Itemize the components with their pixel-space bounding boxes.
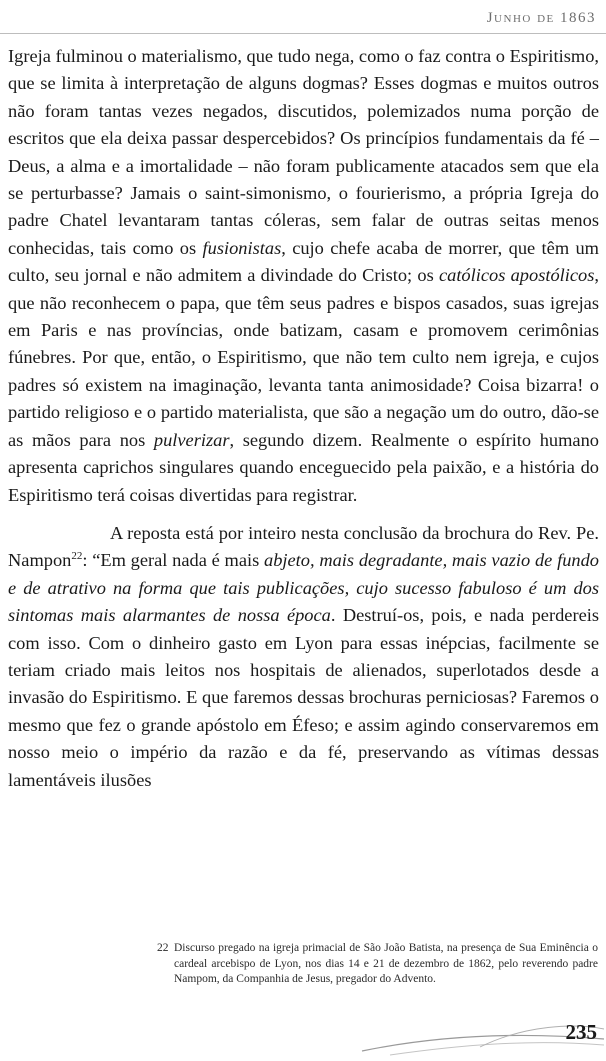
paragraph-2 bbox=[8, 520, 599, 794]
footnote-reference[interactable]: 22 bbox=[71, 550, 83, 563]
p2-italic-quote: abjeto, mais degradante, mais vazio de fundo e de atrativo na forma que tais publicações, cujo sucesso fabuloso é um dos sintomas mais alarmantes de nossa época bbox=[8, 550, 599, 626]
footnote-text: Discurso pregado na igreja primacial de São João Batista, na presença de Sua Eminência o cardeal arcebispo de Lyon, nos dias 14 e 21 de dezembro de 1862, pelo reverendo padre Nampom, da Companhia de Jesus, pregador do Advento. bbox=[174, 942, 598, 985]
p1-text-1: Igreja fulminou o materialismo, que tudo nega, como o faz contra o Espiritismo, que se limita à interpretação de alguns dogmas? Esses dogmas e muitos outros não foram tantas vezes negados, discutidos, polemizados numa porção de escritos que ela deixa passar despercebidos? Os princípios fundamentais da fé – Deus, a alma e a imortalidade – não foram publicamente atacados sem que ela se perturbasse? Jamais o saint-simonismo, o fourierismo, a própria Igreja do padre Chatel levantaram tantas cóleras, sem falar de outras seitas menos conhecidas, tais como os bbox=[8, 46, 599, 258]
p1-italic-catolicos: católicos apostólicos bbox=[438, 265, 595, 286]
p1-text-2: , cujo chefe acaba de morrer, que têm um culto, seu jornal e não admitem a divindade do Cristo; os bbox=[8, 237, 599, 286]
p2-text-2: : “Em geral nada é mais bbox=[82, 550, 265, 571]
header-rule bbox=[0, 33, 606, 34]
footnote-number: 22 bbox=[157, 942, 169, 954]
page-number: 235 bbox=[565, 1020, 597, 1044]
p2-text-1: A reposta está por inteiro nesta conclusão da brochura do Rev. Pe. Nampon bbox=[8, 522, 599, 571]
footnote bbox=[157, 941, 598, 988]
p1-text-3: , que não reconhecem o papa, que têm seus padres e bispos casados, suas igrejas em Paris e nas províncias, onde batizam, casam e promovem cerimônias fúnebres. Por que, então, o Espiritismo, que não tem culto nem igreja, e cujos padres só existem na imaginação, levanta tanta animosidade? Coisa bizarra! o partido religioso e o partido materialista, que são a negação um do outro, dão-se as mãos para nos bbox=[8, 265, 599, 450]
p1-text-4: , segundo dizem. Realmente o espírito humano apresenta caprichos singulares quando enceguecido pela paixão, e a história do Espiritismo terá coisas divertidas para registrar. bbox=[8, 429, 599, 505]
p1-italic-pulverizar: pulverizar bbox=[153, 429, 230, 450]
paragraph-1 bbox=[8, 43, 599, 509]
p1-italic-fusionistas: fusionistas bbox=[202, 237, 282, 258]
p2-text-3: . Destruí-os, pois, e nada perdereis com isso. Com o dinheiro gasto em Lyon para essas inépcias, facilmente se teriam criado mais leitos nos hospitais de alienados, superlotados desde a invasão do Espiritismo. E que faremos dessas brochuras perniciosas? Faremos o mesmo que fez o grande apóstolo em Éfeso; e assim agindo conservaremos em nosso meio o império da razão e da fé, preservando as vítimas dessas lamentáveis ilusões bbox=[8, 605, 600, 790]
body-text bbox=[8, 43, 599, 794]
running-header: Junho de 1863 bbox=[486, 10, 596, 26]
